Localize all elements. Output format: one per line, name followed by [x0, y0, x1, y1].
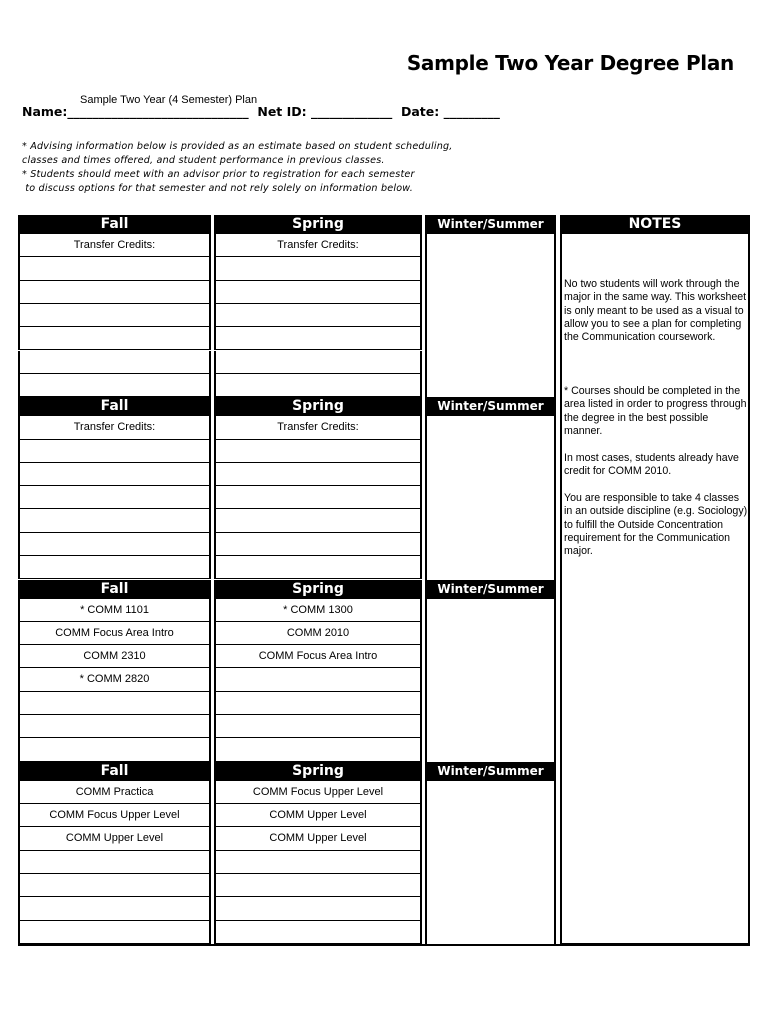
fall-course-cell	[18, 374, 211, 397]
fall-course-cell: * COMM 1101	[18, 599, 211, 622]
winter-summer-header: Winter/Summer	[425, 580, 556, 599]
spring-course-cell	[214, 533, 422, 556]
notes-paragraph-4: You are responsible to take 4 classes in an outside discipline (e.g. Sociology) to fulfill the Outside Concentration requirement for the Communication major.	[564, 492, 748, 558]
spring-course-cell: COMM Upper Level	[214, 827, 422, 850]
fall-course-cell: COMM Upper Level	[18, 827, 211, 850]
fall-course-cell	[18, 921, 211, 944]
spring-course-cell	[214, 281, 422, 304]
spring-course-cell	[214, 463, 422, 486]
spring-course-cell	[214, 351, 422, 374]
fall-course-cell: * COMM 2820	[18, 668, 211, 691]
fall-course-cell	[18, 556, 211, 579]
fall-course-cell	[18, 257, 211, 280]
spring-course-cell: COMM 2010	[214, 622, 422, 645]
spring-course-cell	[214, 738, 422, 761]
fall-course-cell: COMM 2310	[18, 645, 211, 668]
fall-course-cell	[18, 281, 211, 304]
spring-header: Spring	[214, 215, 422, 234]
notes-paragraph-2: * Courses should be completed in the area listed in order to progress through the degree in the best possible manner.	[564, 385, 747, 437]
spring-header: Spring	[214, 397, 422, 416]
spring-course-cell: * COMM 1300	[214, 599, 422, 622]
spring-header: Spring	[214, 762, 422, 781]
spring-header: Spring	[214, 580, 422, 599]
name-netid-date-line: Name:_____________________________ Net ID: _____________ Date: _________	[22, 104, 500, 119]
spring-course-cell: Transfer Credits:	[214, 416, 422, 439]
spring-course-cell	[214, 851, 422, 874]
fall-course-cell: Transfer Credits:	[18, 416, 211, 439]
fall-header: Fall	[18, 762, 211, 781]
winter-summer-header: Winter/Summer	[425, 397, 556, 416]
fall-course-cell	[18, 486, 211, 509]
spring-course-cell	[214, 874, 422, 897]
fall-course-cell: Transfer Credits:	[18, 234, 211, 257]
spring-course-cell	[214, 668, 422, 691]
spring-course-cell	[214, 374, 422, 397]
spring-course-cell	[214, 257, 422, 280]
fall-course-cell	[18, 533, 211, 556]
advising-note-3: * Students should meet with an advisor prior to registration for each semester	[22, 169, 415, 180]
spring-course-cell	[214, 692, 422, 715]
spring-course-cell	[214, 715, 422, 738]
notes-header: NOTES	[560, 215, 750, 234]
spring-course-cell	[214, 486, 422, 509]
fall-course-cell	[18, 509, 211, 532]
advising-note-1: * Advising information below is provided as an estimate based on student scheduling,	[22, 141, 453, 152]
winter-summer-box	[425, 416, 556, 579]
plan-subtitle: Sample Two Year (4 Semester) Plan	[80, 94, 258, 106]
fall-course-cell	[18, 440, 211, 463]
fall-course-cell	[18, 351, 211, 374]
fall-course-cell	[18, 715, 211, 738]
fall-course-cell	[18, 327, 211, 350]
fall-header: Fall	[18, 215, 211, 234]
fall-course-cell	[18, 897, 211, 920]
notes-paragraph-1: No two students will work through the major in the same way. This worksheet is only meant to be used as a visual to allow you to see a plan for completing the Communication coursework.	[564, 278, 747, 344]
winter-summer-header: Winter/Summer	[425, 762, 556, 781]
table-bottom-border	[18, 944, 750, 946]
fall-course-cell	[18, 692, 211, 715]
spring-course-cell: Transfer Credits:	[214, 234, 422, 257]
spring-course-cell	[214, 509, 422, 532]
winter-summer-box	[425, 781, 556, 944]
notes-paragraph-3: In most cases, students already have credit for COMM 2010.	[564, 452, 739, 478]
fall-course-cell	[18, 851, 211, 874]
spring-course-cell	[214, 921, 422, 944]
spring-course-cell	[214, 556, 422, 579]
fall-course-cell: COMM Practica	[18, 781, 211, 804]
winter-summer-header: Winter/Summer	[425, 215, 556, 234]
winter-summer-box	[425, 234, 556, 397]
fall-course-cell	[18, 463, 211, 486]
winter-summer-box	[425, 599, 556, 762]
fall-header: Fall	[18, 580, 211, 599]
page-title: Sample Two Year Degree Plan	[406, 51, 734, 75]
spring-course-cell: COMM Focus Upper Level	[214, 781, 422, 804]
fall-course-cell: COMM Focus Area Intro	[18, 622, 211, 645]
fall-header: Fall	[18, 397, 211, 416]
spring-course-cell	[214, 327, 422, 350]
fall-course-cell	[18, 874, 211, 897]
fall-course-cell: COMM Focus Upper Level	[18, 804, 211, 827]
advising-note-2: classes and times offered, and student performance in previous classes.	[22, 155, 385, 166]
fall-course-cell	[18, 304, 211, 327]
spring-course-cell: COMM Upper Level	[214, 804, 422, 827]
spring-course-cell: COMM Focus Area Intro	[214, 645, 422, 668]
fall-course-cell	[18, 738, 211, 761]
spring-course-cell	[214, 304, 422, 327]
spring-course-cell	[214, 897, 422, 920]
spring-course-cell	[214, 440, 422, 463]
advising-note-4: to discuss options for that semester and not rely solely on information below.	[22, 183, 413, 194]
